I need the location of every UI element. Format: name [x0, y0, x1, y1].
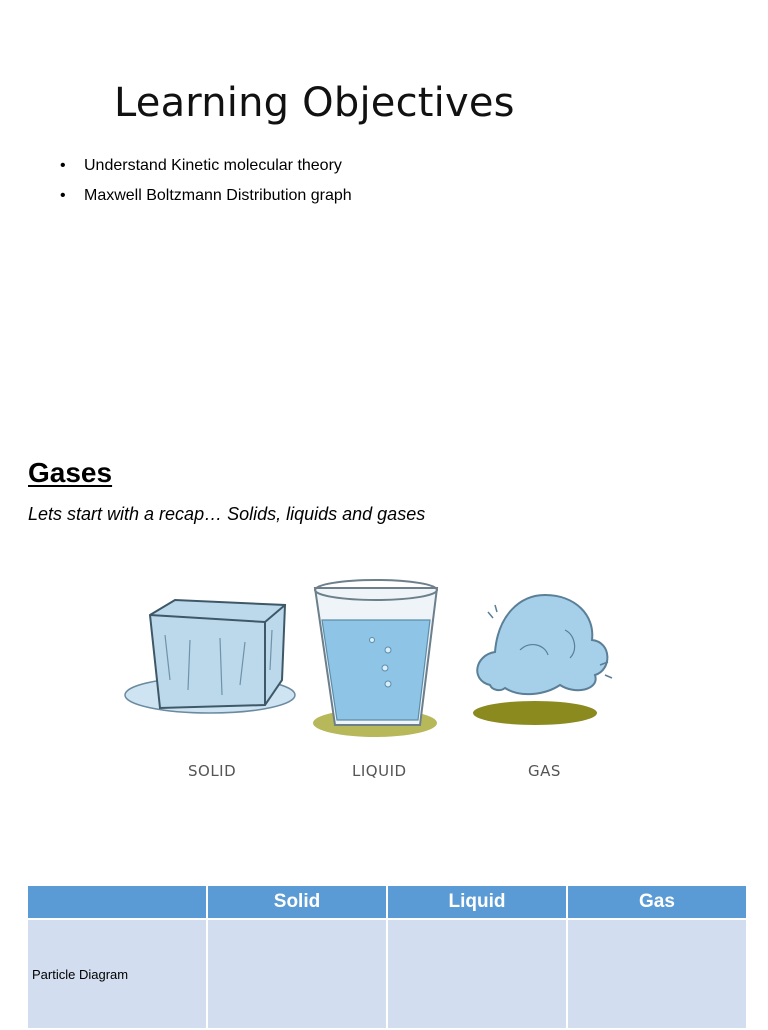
cell-gas[interactable] [567, 919, 747, 1029]
states-of-matter-illustration [0, 560, 768, 790]
objective-text: Understand Kinetic molecular theory [84, 157, 342, 174]
page-title: Learning Objectives [114, 80, 515, 126]
section-heading: Gases [28, 457, 113, 488]
list-item [60, 184, 352, 214]
header-liquid: Liquid [387, 885, 567, 919]
gas-cloud-icon [473, 595, 612, 725]
ice-cube-icon [125, 600, 295, 713]
objective-text: Maxwell Boltzmann Distribution graph [84, 187, 352, 204]
objectives-list [60, 154, 352, 214]
gas-label: GAS [528, 762, 561, 780]
header-blank [27, 885, 207, 919]
bullet-icon: • [60, 187, 66, 204]
bullet-icon: • [60, 157, 66, 174]
cell-liquid[interactable] [387, 919, 567, 1029]
comparison-table [26, 884, 746, 1030]
section-subtitle: Lets start with a recap… Solids, liquids and gases [28, 504, 426, 524]
solid-label: SOLID [188, 762, 237, 780]
row-label: Particle Diagram [27, 919, 207, 1029]
header-solid: Solid [207, 885, 387, 919]
table-row [27, 919, 747, 1029]
table-header-row [27, 885, 747, 919]
header-gas: Gas [567, 885, 747, 919]
water-glass-icon [313, 580, 437, 737]
cell-solid[interactable] [207, 919, 387, 1029]
list-item [60, 154, 352, 184]
liquid-label: LIQUID [352, 762, 407, 780]
